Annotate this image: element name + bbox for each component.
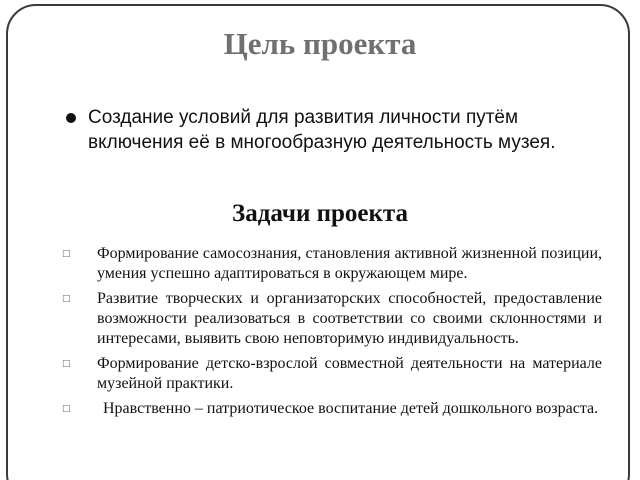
project-goal-text: Создание условий для развития личности путём включения её в многообразную деятельность музея. — [88, 107, 556, 153]
task-text: Формирование детско-взрослой совместной деятельности на материале музейной практики. — [97, 355, 602, 392]
filled-circle-bullet-icon — [66, 113, 76, 123]
task-item — [62, 399, 602, 419]
hollow-square-bullet-icon: □ — [62, 249, 71, 259]
hollow-square-bullet-icon: □ — [62, 294, 71, 304]
task-text: Развитие творческих и организаторских способностей, предоставление возможности реализоваться в соответствии со своими склонностями и интересами, выявить свою неповторимую индивидуальность. — [97, 290, 602, 347]
project-tasks-title: Задачи проекта — [232, 200, 408, 227]
task-text: Формирование самосознания, становления активной жизненной позиции, умения успешно адаптироваться в окружающем мире. — [97, 245, 602, 282]
task-text: Нравственно – патриотическое воспитание детей дошкольного возраста. — [103, 400, 599, 417]
task-item — [62, 354, 602, 394]
hollow-square-bullet-icon: □ — [62, 359, 71, 369]
project-goal-title: Цель проекта — [223, 26, 417, 61]
task-item — [62, 244, 602, 284]
hollow-square-bullet-icon: □ — [62, 404, 71, 414]
project-tasks-list — [62, 244, 602, 424]
task-item — [62, 289, 602, 349]
